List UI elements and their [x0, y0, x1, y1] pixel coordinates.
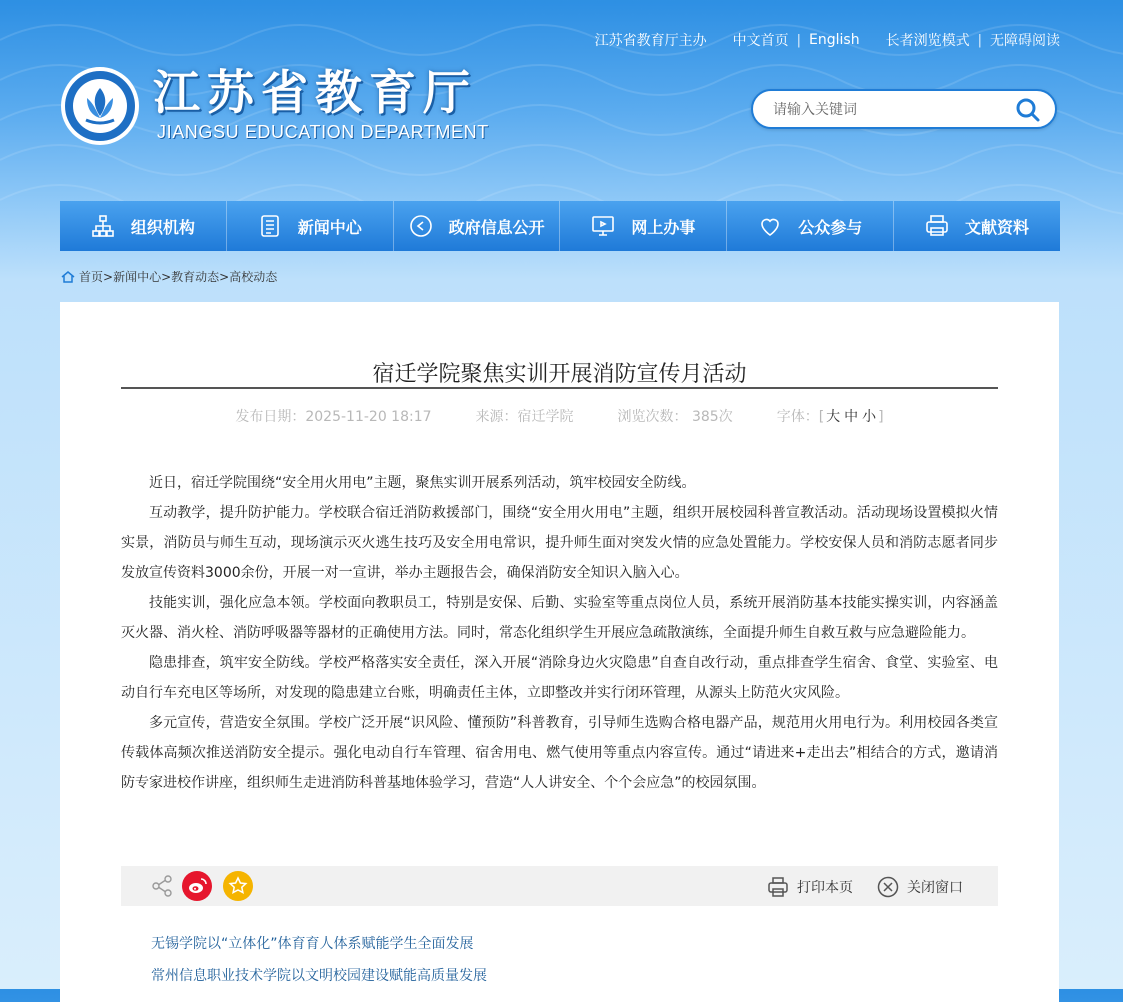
home-icon	[61, 271, 75, 283]
print-button[interactable]	[767, 876, 853, 898]
separator: |	[796, 32, 802, 48]
heart-icon	[758, 214, 782, 238]
article-source: 来源：宿迁学院	[475, 409, 574, 425]
monitor-icon	[591, 214, 615, 238]
article-title: 宿迁学院聚焦实训开展消防宣传月活动	[372, 361, 747, 387]
font-size-large[interactable]: 大	[826, 409, 841, 425]
nav-item-label: 网上办事	[631, 217, 696, 237]
play-circle-icon	[409, 214, 433, 238]
breadcrumb-university-news[interactable]: 高校动态	[229, 270, 278, 284]
separator: |	[977, 32, 982, 48]
close-window-label: 关闭窗口	[907, 880, 963, 896]
document-icon	[258, 214, 282, 238]
publish-date: 发布日期：2025-11-20 18:17	[235, 409, 432, 425]
related-article-link[interactable]: 无锡学院以“立体化”体育育人体系赋能学生全面发展	[151, 936, 474, 952]
search-box	[751, 89, 1057, 129]
title-divider	[121, 387, 998, 389]
nav-item-label: 文献资料	[965, 217, 1030, 237]
nav-item-organization[interactable]	[60, 201, 227, 251]
star-icon[interactable]	[223, 871, 253, 901]
nav-item-label: 新闻中心	[297, 217, 362, 237]
weibo-icon[interactable]	[182, 871, 212, 901]
breadcrumb-separator: >	[161, 269, 172, 284]
breadcrumb-news-center[interactable]: 新闻中心	[113, 270, 162, 284]
article-paragraph: 技能实训，强化应急本领。学校面向教职员工，特别是安保、后勤、实验室等重点岗位人员，系统开展消防基本技能实操实训，内容涵盖灭火器、消火栓、消防呼吸器等器材的正确使用方法。同时，常态化组织学生开展应急疏散演练，全面提升师生自救互救与应急避险能力。	[121, 595, 998, 641]
breadcrumb-education-news[interactable]: 教育动态	[171, 270, 220, 284]
chinese-home-link[interactable]: 中文首页	[732, 33, 789, 49]
article-card	[60, 302, 1059, 1002]
printer-icon	[925, 214, 949, 238]
nav-item-public-participation[interactable]	[727, 201, 894, 251]
elder-mode-link[interactable]: 长者浏览模式	[885, 33, 970, 49]
share-icon[interactable]	[147, 871, 177, 901]
breadcrumb	[61, 268, 277, 285]
nav-item-label: 组织机构	[130, 217, 195, 237]
breadcrumb-separator: >	[219, 269, 230, 284]
org-chart-icon	[91, 214, 115, 238]
article-meta	[60, 406, 1059, 426]
nav-item-label: 政府信息公开	[448, 217, 545, 237]
print-label: 打印本页	[797, 880, 853, 896]
font-size-bracket: ]	[878, 409, 884, 425]
font-size-small[interactable]: 小	[862, 409, 877, 425]
printer-icon	[767, 876, 789, 898]
nav-item-documents[interactable]	[894, 201, 1060, 251]
host-link[interactable]: 江苏省教育厅主办	[594, 33, 707, 49]
related-articles	[151, 928, 487, 992]
view-count: 浏览次数： 385次	[617, 409, 733, 425]
nav-item-label: 公众参与	[798, 217, 863, 237]
search-input[interactable]	[771, 99, 1005, 121]
article-paragraph: 多元宣传，营造安全氛围。学校广泛开展“识风险、懂预防”科普教育，引导师生选购合格电器产品，规范用火用电行为。利用校园各类宣传载体高频次推送消防安全提示。强化电动自行车管理、宿舍用电、燃气使用等重点内容宣传。通过“请进来+走出去”相结合的方式，邀请消防专家进校作讲座，组织师生走进消防科普基地体验学习，营造“人人讲安全、个个会应急”的校园氛围。	[121, 715, 998, 791]
article-paragraph: 隐患排查，筑牢安全防线。学校严格落实安全责任，深入开展“消除身边火灾隐患”自查自改行动，重点排查学生宿舍、食堂、实验室、电动自行车充电区等场所，对发现的隐患建立台账，明确责任主体，立即整改并实行闭环管理，从源头上防范火灾风险。	[121, 655, 998, 701]
close-circle-icon	[877, 876, 899, 898]
article-paragraph: 互动教学，提升防护能力。学校联合宿迁消防救援部门，围绕“安全用火用电”主题，组织开展校园科普宣教活动。活动现场设置模拟火情实景，消防员与师生互动，现场演示灭火逃生技巧及安全用电常识，提升师生面对突发火情的应急处置能力。学校安保人员和消防志愿者同步发放宣传资料3000余份，开展一对一宣讲，举办主题报告会，确保消防安全知识入脑入心。	[121, 505, 998, 581]
related-article-link[interactable]: 常州信息职业技术学院以文明校园建设赋能高质量发展	[151, 968, 487, 984]
site-subtitle: JIANGSU EDUCATION DEPARTMENT	[157, 122, 489, 142]
nav-item-online-services[interactable]	[560, 201, 727, 251]
breadcrumb-separator: >	[103, 269, 114, 284]
accessible-reading-link[interactable]: 无障碍阅读	[990, 33, 1060, 49]
share-toolbar	[121, 866, 998, 906]
top-utility-links	[0, 29, 1060, 51]
font-size-selector	[777, 406, 884, 426]
main-nav	[60, 201, 1060, 251]
search-icon[interactable]	[1015, 97, 1041, 123]
site-title[interactable]: 江苏省教育厅	[153, 66, 477, 121]
font-size-label: 字体：[	[776, 409, 825, 425]
article-paragraph: 近日，宿迁学院围绕“安全用火用电”主题，聚焦实训开展系列活动，筑牢校园安全防线。	[149, 475, 696, 491]
article-body	[121, 468, 998, 798]
font-size-medium[interactable]: 中	[844, 409, 859, 425]
department-logo-icon[interactable]	[60, 66, 140, 146]
english-link[interactable]: English	[809, 32, 860, 48]
nav-item-gov-info[interactable]	[394, 201, 561, 251]
close-window-button[interactable]	[877, 876, 963, 898]
breadcrumb-home[interactable]: 首页	[79, 270, 104, 284]
nav-item-news-center[interactable]	[227, 201, 394, 251]
